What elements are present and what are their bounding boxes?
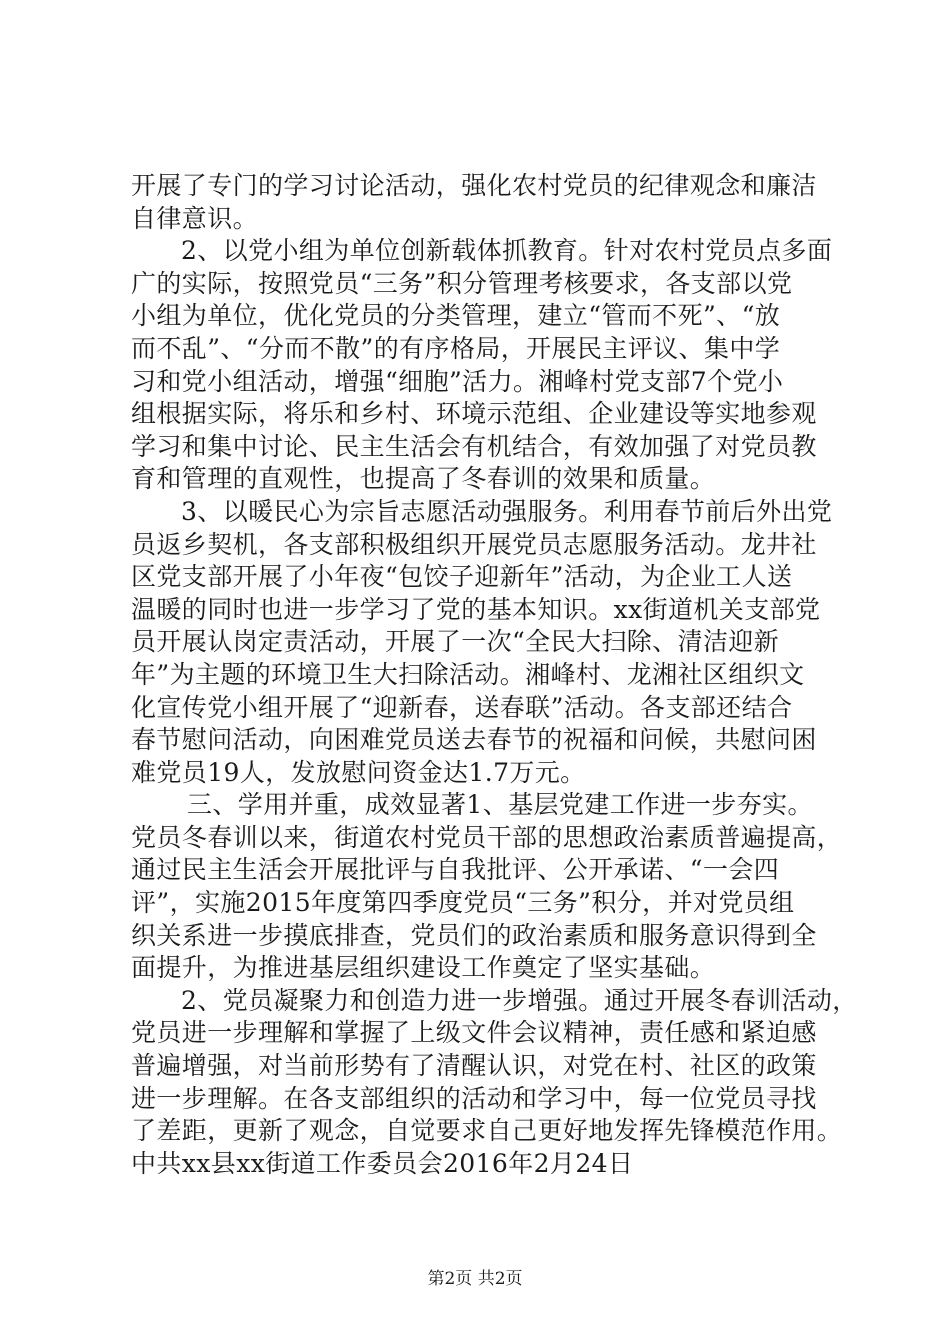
text-line: 自律意识。 (131, 203, 259, 233)
text-line: 春节慰问活动，向困难党员送去春节的祝福和问候，共慰问困 (131, 725, 817, 755)
text-line: 区党支部开展了小年夜“包饺子迎新年”活动，为企业工人送 (131, 562, 793, 592)
text-line: 面提升，为推进基层组织建设工作奠定了坚实基础。 (131, 953, 716, 983)
text-line: 2、党员凝聚力和创造力进一步增强。通过开展冬春训活动， (181, 985, 858, 1015)
text-line: 育和管理的直观性，也提高了冬春训的效果和质量。 (131, 464, 716, 494)
text-line: 党员冬春训以来，街道农村党员干部的思想政治素质普遍提高， (131, 822, 843, 852)
page-footer: 第2页 共2页 (427, 1269, 523, 1289)
text-line: 年”为主题的环境卫生大扫除活动。湘峰村、龙湘社区组织文 (131, 659, 805, 689)
text-line: 学习和集中讨论、民主生活会有机结合，有效加强了对党员教 (131, 431, 817, 461)
text-line: 中共xx县xx街道工作委员会2016年2月24日 (131, 1148, 634, 1178)
text-line: 广的实际，按照党员“三务”积分管理考核要求，各支部以党 (131, 268, 793, 298)
text-line: 普遍增强，对当前形势有了清醒认识，对党在村、社区的政策 (131, 1051, 817, 1081)
text-line: 习和党小组活动，增强“细胞”活力。湘峰村党支部7个党小 (131, 366, 784, 396)
text-line: 组根据实际，将乐和乡村、环境示范组、企业建设等实地参观 (131, 399, 817, 429)
document-body (131, 170, 858, 1180)
text-line: 化宣传党小组开展了“迎新春，送春联”活动。各支部还结合 (131, 692, 793, 722)
text-line: 织关系进一步摸底排查，党员们的政治素质和服务意识得到全 (131, 920, 817, 950)
text-line: 三、学用并重，成效显著1、基层党建工作进一步夯实。 (187, 790, 813, 820)
text-line: 小组为单位，优化党员的分类管理，建立“管而不死”、“放 (131, 301, 781, 331)
text-line: 员返乡契机，各支部积极组织开展党员志愿服务活动。龙井社 (131, 529, 817, 559)
text-line: 党员进一步理解和掌握了上级文件会议精神，责任感和紧迫感 (131, 1018, 817, 1048)
text-line: 通过民主生活会开展批评与自我批评、公开承诺、“一会四 (131, 855, 780, 885)
text-line: 而不乱”、“分而不散”的有序格局，开展民主评议、集中学 (131, 333, 781, 363)
text-line: 2、以党小组为单位创新载体抓教育。针对农村党员点多面 (181, 236, 833, 266)
text-line: 温暖的同时也进一步学习了党的基本知识。xx街道机关支部党 (131, 594, 821, 624)
text-line: 了差距，更新了观念，自觉要求自己更好地发挥先锋模范作用。 (131, 1116, 843, 1146)
text-line: 进一步理解。在各支部组织的活动和学习中，每一位党员寻找 (131, 1083, 817, 1113)
text-line: 3、以暖民心为宗旨志愿活动强服务。利用春节前后外出党 (181, 496, 833, 526)
text-line: 员开展认岗定责活动，开展了一次“全民大扫除、清洁迎新 (131, 627, 780, 657)
text-line: 难党员19人，发放慰问资金达1.7万元。 (131, 757, 586, 787)
text-line: 评”，实施2015年度第四季度党员“三务”积分，并对党员组 (131, 888, 795, 918)
text-line: 开展了专门的学习讨论活动，强化农村党员的纪律观念和廉洁 (131, 171, 817, 200)
